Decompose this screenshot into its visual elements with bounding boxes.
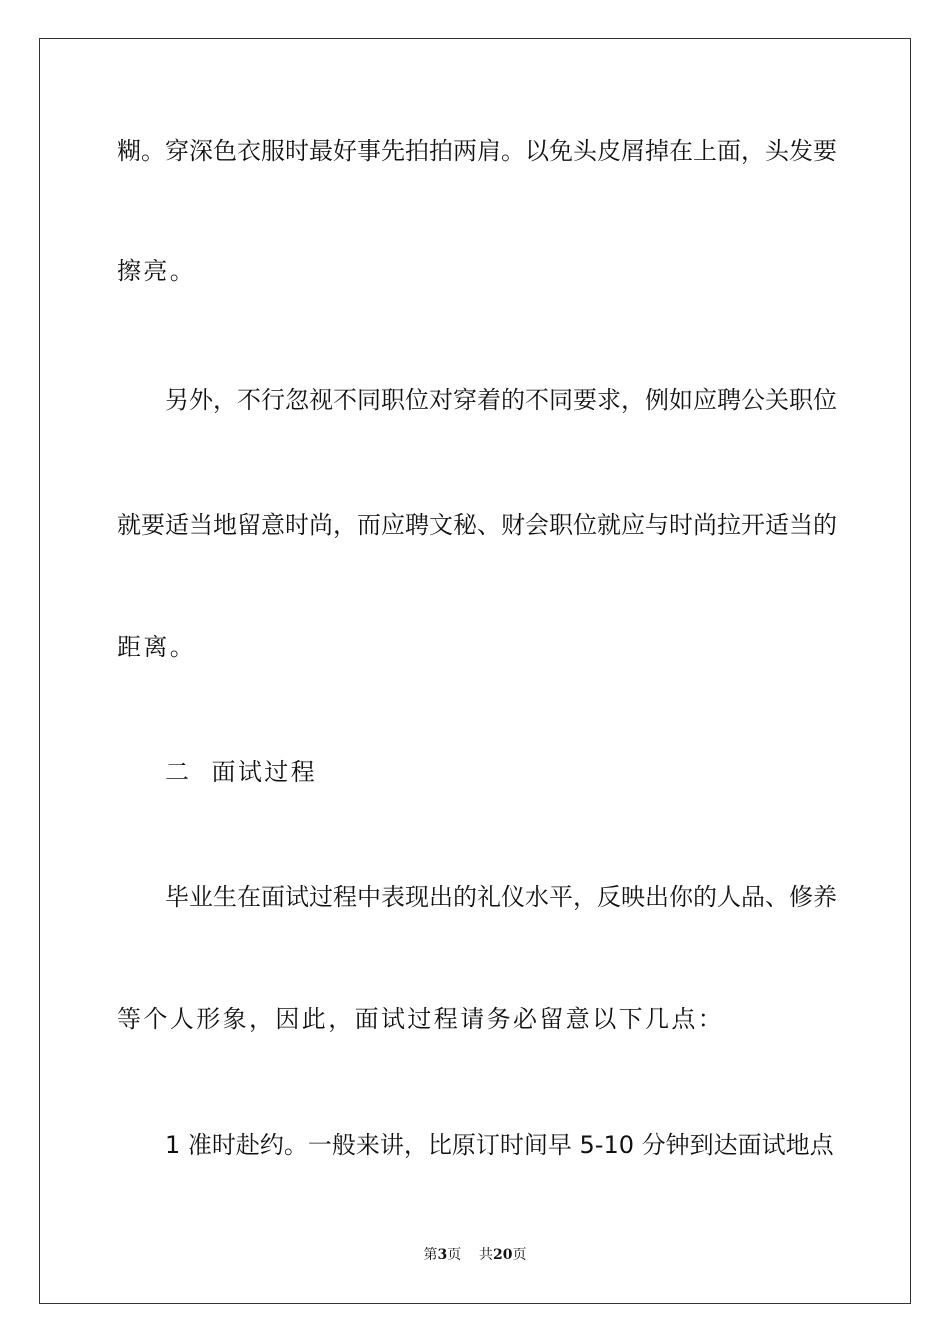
footer-middle: 页 共 [447, 1247, 494, 1263]
page-border [39, 38, 911, 1304]
current-page-number: 3 [437, 1247, 448, 1263]
section-heading: 二 面试过程 [165, 758, 318, 786]
total-page-number: 20 [493, 1247, 513, 1263]
footer-prefix: 第 [423, 1247, 438, 1263]
body-text-line: 另外，不行忽视不同职位对穿着的不同要求，例如应聘公关职位 [165, 386, 837, 414]
body-text-line: 擦亮。 [117, 257, 197, 285]
footer-suffix: 页 [512, 1247, 527, 1263]
body-text-line: 就要适当地留意时尚，而应聘文秘、财会职位就应与时尚拉开适当的 [117, 511, 837, 539]
body-text-line: 距离。 [117, 633, 197, 661]
page-footer [0, 1246, 950, 1264]
body-text-line: 等个人形象，因此，面试过程请务必留意以下几点： [117, 1005, 725, 1033]
body-text-line: 1 准时赴约。一般来讲，比原订时间早 5-10 分钟到达面试地点 [165, 1131, 834, 1159]
body-text-line: 糊。穿深色衣服时最好事先拍拍两肩。以免头皮屑掉在上面，头发要 [117, 137, 837, 165]
body-text-line: 毕业生在面试过程中表现出的礼仪水平，反映出你的人品、修养 [165, 883, 837, 911]
